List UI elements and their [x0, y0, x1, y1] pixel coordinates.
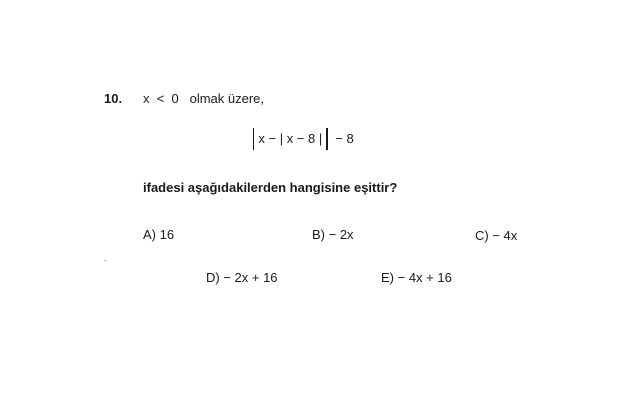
outer-abs-bar-left: [253, 128, 254, 150]
question-number: 10.: [104, 91, 123, 106]
question-prompt: ifadesi aşağıdakilerden hangisine eşittir?: [143, 180, 398, 195]
expression-outer: − 8: [331, 131, 354, 146]
option-d[interactable]: D) − 2x + 16: [206, 270, 278, 285]
option-b[interactable]: B) − 2x: [312, 227, 354, 242]
expression-inner: x − | x − 8 |: [258, 131, 323, 146]
option-c[interactable]: C) − 4x: [475, 228, 518, 243]
option-a[interactable]: A) 16: [143, 227, 175, 242]
option-e[interactable]: E) − 4x + 16: [381, 270, 452, 285]
outer-abs-bar-right: [326, 128, 327, 150]
question-condition: x < 0 olmak üzere,: [143, 91, 265, 106]
scan-speck: [104, 260, 107, 261]
absolute-value-expression: [249, 128, 354, 150]
